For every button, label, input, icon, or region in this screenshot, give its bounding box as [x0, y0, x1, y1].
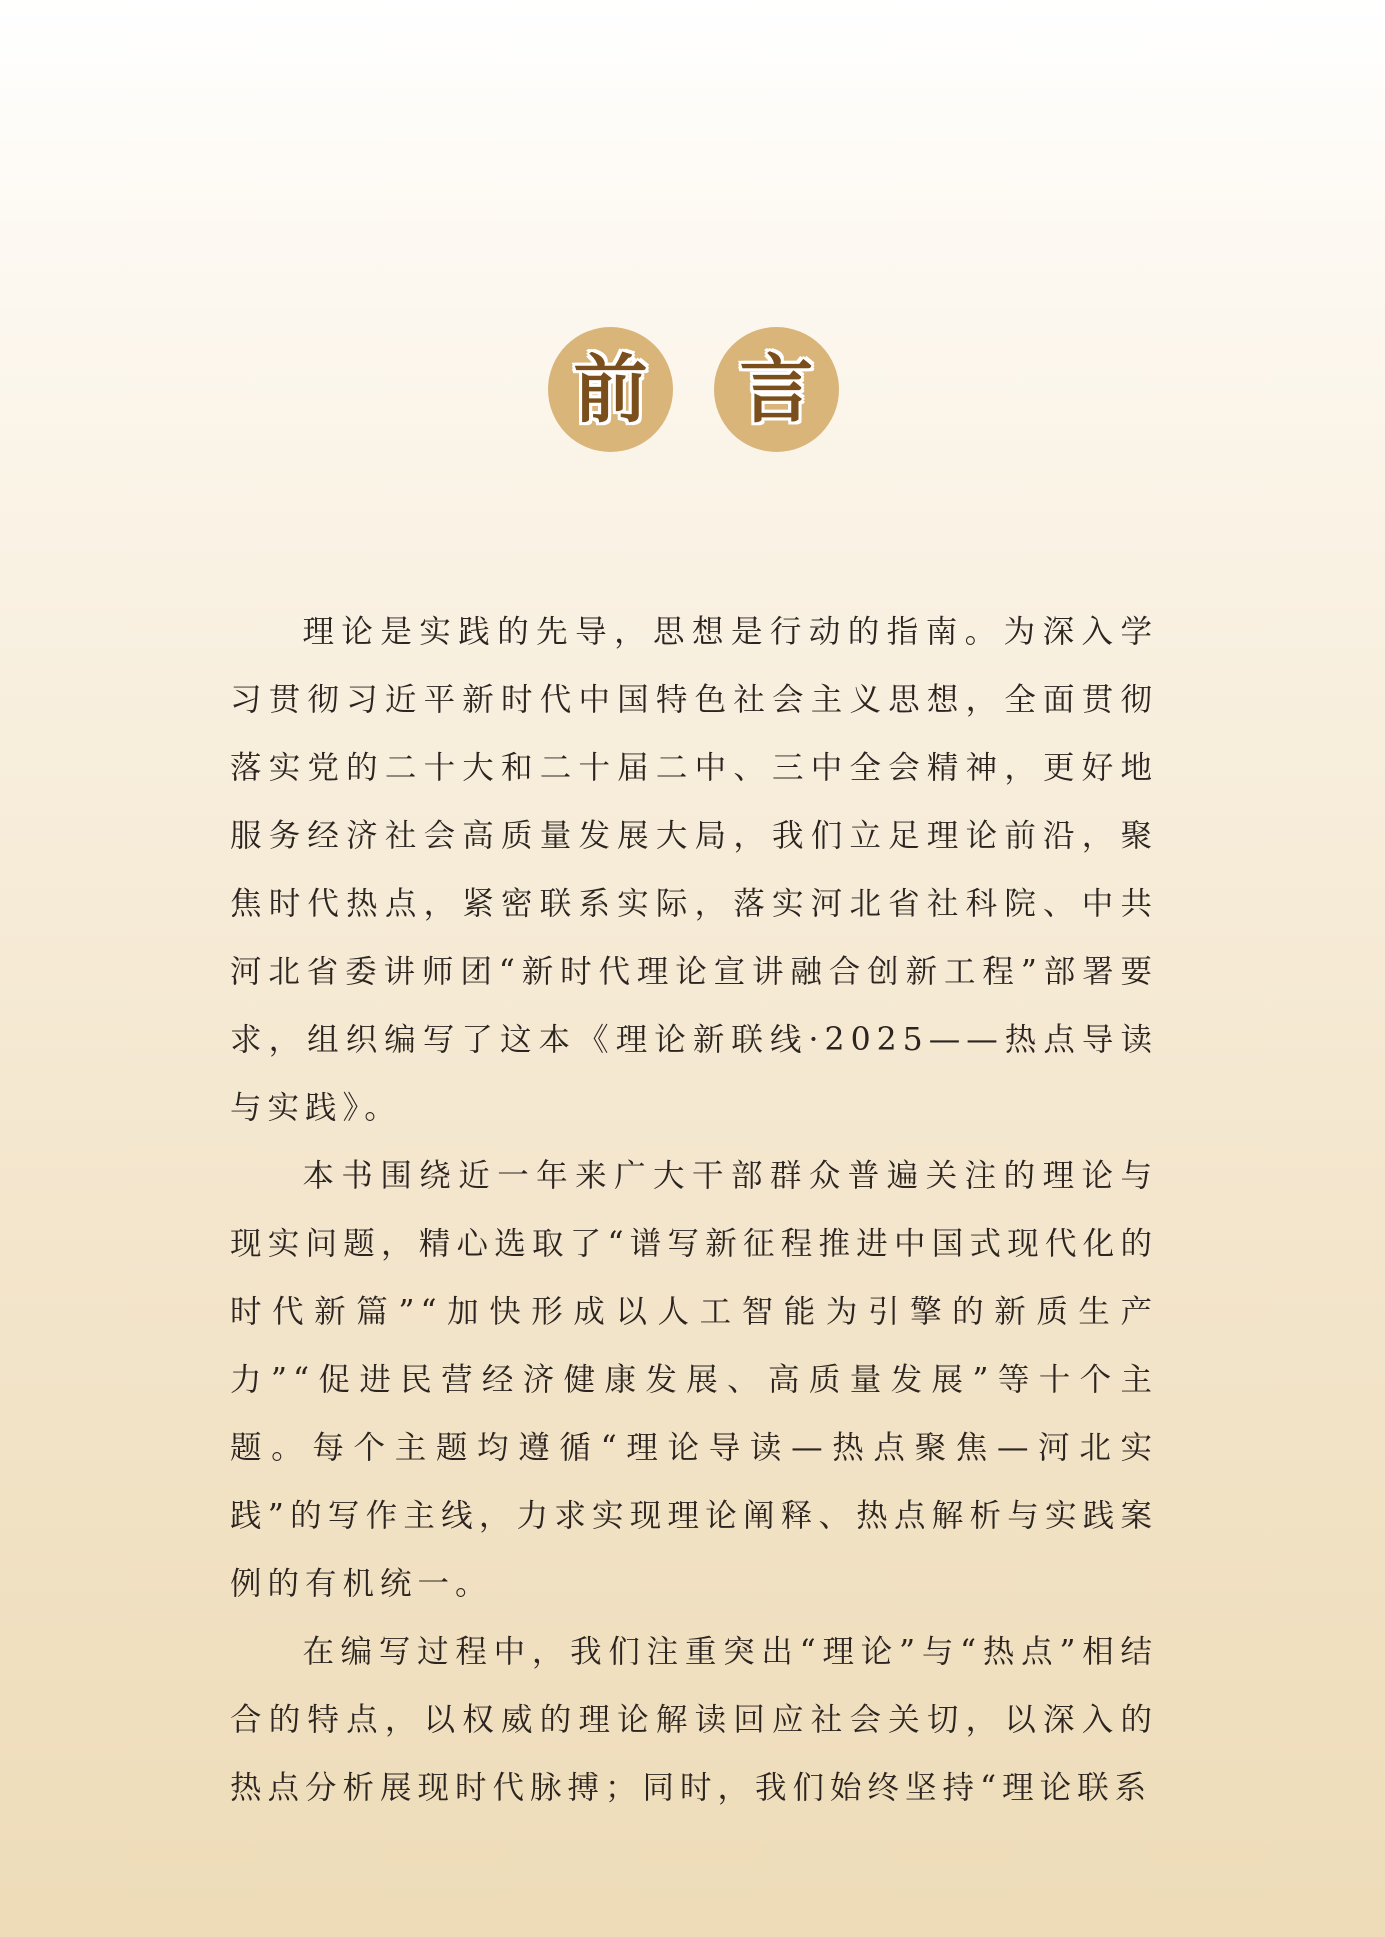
- paragraph-1: 理论是实践的先导，思想是行动的指南。为深入学习贯彻习近平新时代中国特色社会主义思想，全面贯彻落实党的二十大和二十届二中、三中全会精神，更好地服务经济社会高质量发展大局，我们立足理论前沿，聚焦时代热点，紧密联系实际，落实河北省社科院、中共河北省委讲师团“新时代理论宣讲融合创新工程”部署要求，组织编写了这本《理论新联线·2025——热点导读与实践》。: [230, 614, 1158, 1126]
- title-badge-second: [714, 327, 839, 452]
- preface-body: [230, 598, 1158, 1822]
- page-title: [548, 327, 840, 453]
- title-badge-first: [548, 327, 673, 452]
- title-char-second: 言: [739, 346, 814, 433]
- paragraph-3: 在编写过程中，我们注重突出“理论”与“热点”相结合的特点，以权威的理论解读回应社会关切，以深入的热点分析展现时代脉搏；同时，我们始终坚持“理论联系: [230, 1634, 1158, 1806]
- paragraph-2: 本书围绕近一年来广大干部群众普遍关注的理论与现实问题，精心选取了“谱写新征程推进中国式现代化的时代新篇”“加快形成以人工智能为引擎的新质生产力”“促进民营经济健康发展、高质量发展”等十个主题。每个主题均遵循“理论导读—热点聚焦—河北实践”的写作主线，力求实现理论阐释、热点解析与实践案例的有机统一。: [230, 1158, 1158, 1602]
- title-char-first: 前: [573, 346, 648, 433]
